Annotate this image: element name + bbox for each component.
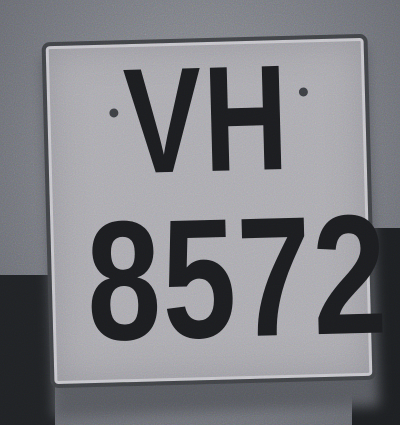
plate-numbers: 8572 (84, 179, 391, 378)
plate-letters: VH (121, 32, 292, 206)
dark-bumper-left (0, 275, 55, 425)
license-plate (42, 32, 391, 388)
